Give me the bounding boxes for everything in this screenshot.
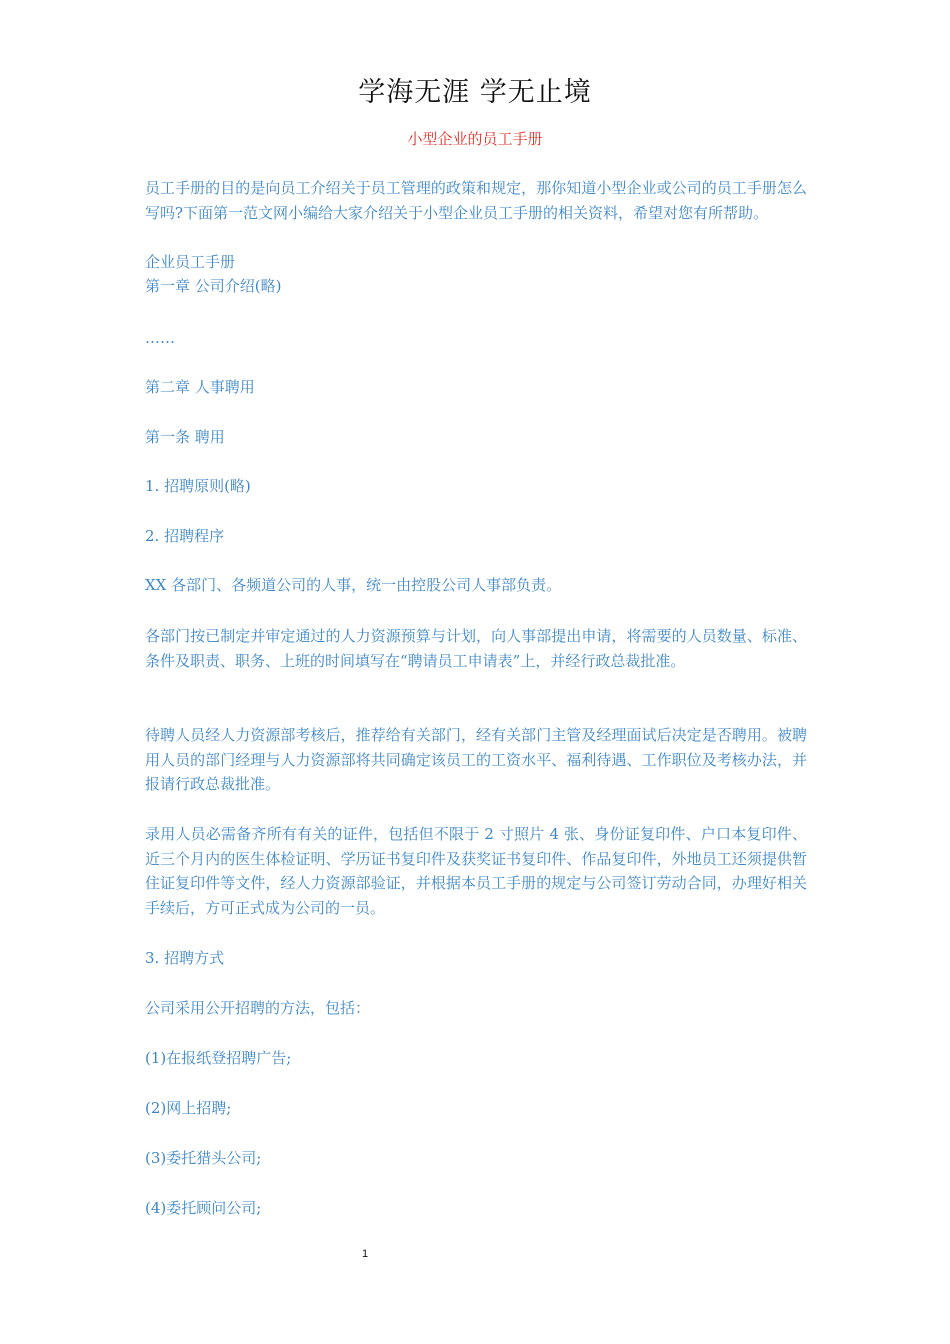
paragraph-candidate-assessment: 待聘人员经人力资源部考核后，推荐给有关部门，经有关部门主管及经理面试后决定是否聘用。被聘用人员的部门经理与人力资源部将共同确定该员工的工资水平、福利待遇、工作职位及考核办法，并报请行政总裁批准。 bbox=[145, 726, 807, 793]
ellipsis: …… bbox=[145, 329, 175, 347]
list-item-headhunter: (3)委托猎头公司; bbox=[145, 1149, 262, 1167]
list-item-newspaper: (1)在报纸登招聘广告; bbox=[145, 1049, 292, 1067]
paragraph-department-application: 各部门按已制定并审定通过的人力资源预算与计划，向人事部提出申请，将需要的人员数量、标准、条件及职责、职务、上班的时间填写在“聘请员工申请表”上，并经行政总裁批准。 bbox=[145, 627, 807, 670]
paragraph-required-documents: 录用人员必需备齐所有有关的证件，包括但不限于 2 寸照片 4 张、身份证复印件、户口本复印件、近三个月内的医生体检证明、学历证书复印件及获奖证书复印件、作品复印件，外地员工还须提供暂住证复印件等文件，经人力资源部验证，并根据本员工手册的规定与公司签订劳动合同，办理好相关手续后，方可正式成为公司的一员。 bbox=[145, 825, 807, 917]
section-recruitment-procedure: 2. 招聘程序 bbox=[145, 527, 225, 545]
section-recruitment-principle: 1. 招聘原则(略) bbox=[145, 477, 251, 495]
intro-paragraph: 员工手册的目的是向员工介绍关于员工管理的政策和规定，那你知道小型企业或公司的员工手册怎么写吗?下面第一范文网小编给大家介绍关于小型企业员工手册的相关资料，希望对您有所帮助。 bbox=[145, 179, 807, 222]
page-number: 1 bbox=[361, 1248, 369, 1260]
page-header-title: 学海无涯 学无止境 bbox=[358, 77, 592, 108]
article-1-heading: 第一条 聘用 bbox=[145, 428, 225, 446]
paragraph-open-recruitment: 公司采用公开招聘的方法，包括： bbox=[145, 999, 371, 1017]
list-item-online: (2)网上招聘; bbox=[145, 1099, 232, 1117]
section-recruitment-methods: 3. 招聘方式 bbox=[145, 949, 225, 967]
list-item-consultant: (4)委托顾问公司; bbox=[145, 1199, 262, 1217]
handbook-heading: 企业员工手册 bbox=[145, 253, 236, 271]
chapter-1-heading: 第一章 公司介绍(略) bbox=[145, 277, 282, 295]
chapter-2-heading: 第二章 人事聘用 bbox=[145, 378, 255, 396]
document-title: 小型企业的员工手册 bbox=[407, 130, 543, 148]
paragraph-hr-responsibility: XX 各部门、各频道公司的人事，统一由控股公司人事部负责。 bbox=[145, 576, 562, 594]
